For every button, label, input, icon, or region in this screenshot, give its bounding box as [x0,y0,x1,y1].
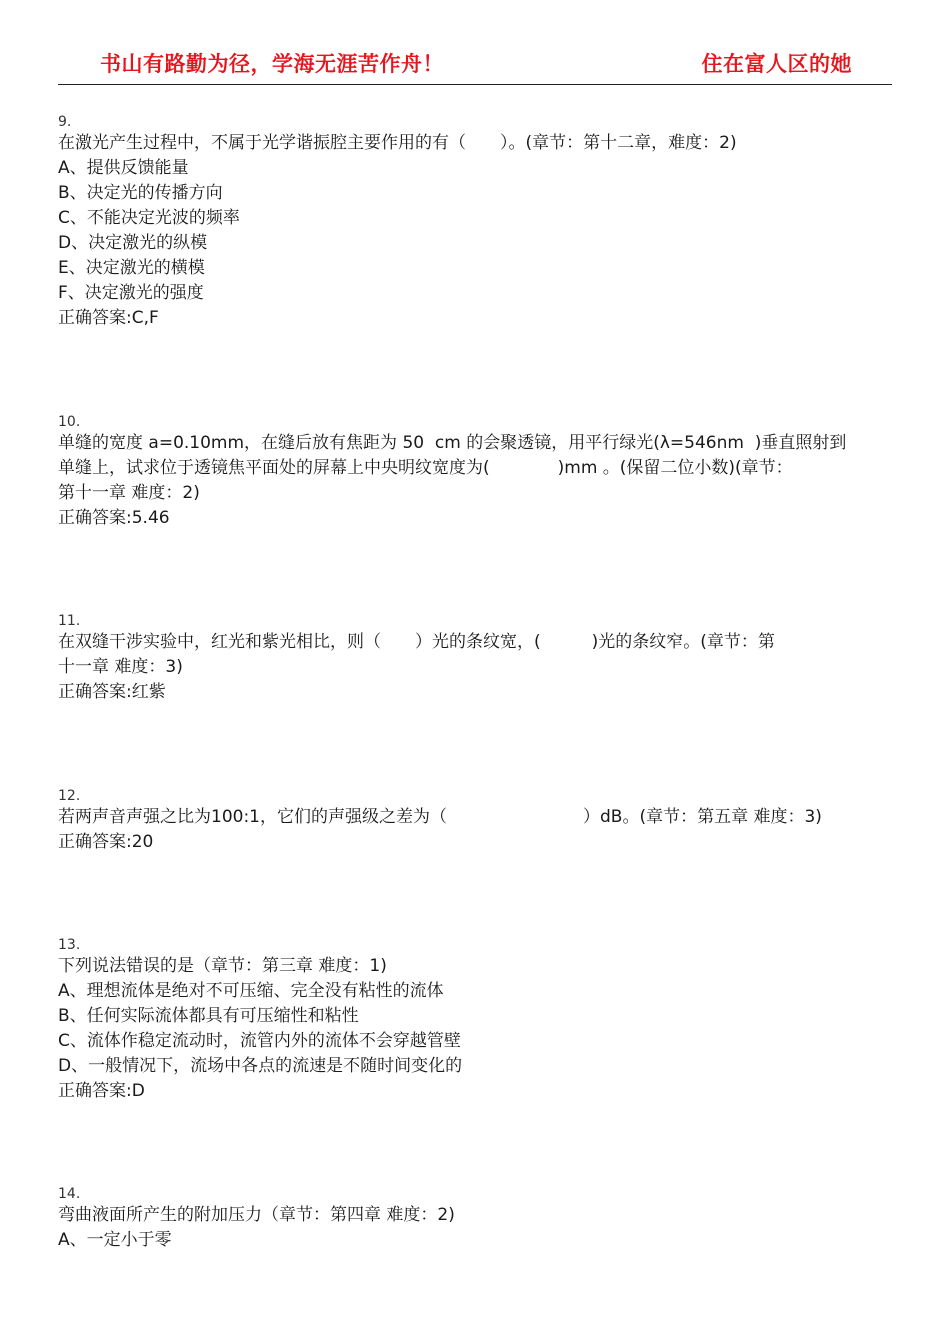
question-11 [58,612,775,705]
header-slogan-left: 书山有路勤为径，学海无涯苦作舟！ [100,51,444,76]
question-stem-line-2: 单缝上，试求位于透镜焦平面处的屏幕上中央明纹宽度为( )mm 。(保留二位小数)(章节： [58,458,793,478]
question-number: 11. [58,613,81,629]
question-stem: 下列说法错误的是（章节：第三章 难度：1) [58,956,387,976]
option-d: D、一般情况下，流场中各点的流速是不随时间变化的 [58,1056,463,1076]
question-12 [58,787,822,855]
option-f: F、决定激光的强度 [58,283,204,303]
question-number: 13. [58,937,81,953]
question-number: 9. [58,114,72,130]
option-b: B、决定光的传播方向 [58,183,223,203]
question-stem: 若两声音声强之比为100:1，它们的声强级之差为（ ）dB。(章节：第五章 难度：3) [58,807,822,827]
question-number: 12. [58,788,81,804]
option-d: D、决定激光的纵模 [58,233,208,253]
answer-text: 正确答案:20 [58,832,154,852]
answer-text: 正确答案:D [58,1081,145,1101]
question-number: 10. [58,414,81,430]
page-header [58,40,892,85]
option-a: A、提供反馈能量 [58,158,189,178]
option-a: A、一定小于零 [58,1230,172,1250]
header-slogan-right: 住在富人区的她 [701,51,852,76]
question-14 [58,1185,455,1253]
answer-text: 正确答案:C,F [58,308,159,328]
question-stem-line-3: 第十一章 难度：2) [58,483,200,503]
question-stem-line-2: 十一章 难度：3) [58,657,183,677]
question-number: 14. [58,1186,81,1202]
question-9 [58,113,737,331]
question-stem: 弯曲液面所产生的附加压力（章节：第四章 难度：2) [58,1205,455,1225]
question-stem-line-1: 在双缝干涉实验中，红光和紫光相比，则（ ）光的条纹宽，( )光的条纹窄。(章节：第 [58,632,775,652]
answer-text: 正确答案:红紫 [58,682,166,702]
option-c: C、不能决定光波的频率 [58,208,240,228]
option-c: C、流体作稳定流动时，流管内外的流体不会穿越管壁 [58,1031,461,1051]
question-stem-line-1: 单缝的宽度 a=0.10mm，在缝后放有焦距为 50 cm 的会聚透镜，用平行绿光(λ=546nm )垂直照射到 [58,433,847,453]
question-13 [58,936,462,1104]
option-b: B、任何实际流体都具有可压缩性和粘性 [58,1006,359,1026]
question-10 [58,413,846,531]
option-a: A、理想流体是绝对不可压缩、完全没有粘性的流体 [58,981,444,1001]
question-stem: 在激光产生过程中，不属于光学谐振腔主要作用的有（ ）。(章节：第十二章，难度：2) [58,133,737,153]
option-e: E、决定激光的横模 [58,258,205,278]
answer-text: 正确答案:5.46 [58,508,170,528]
